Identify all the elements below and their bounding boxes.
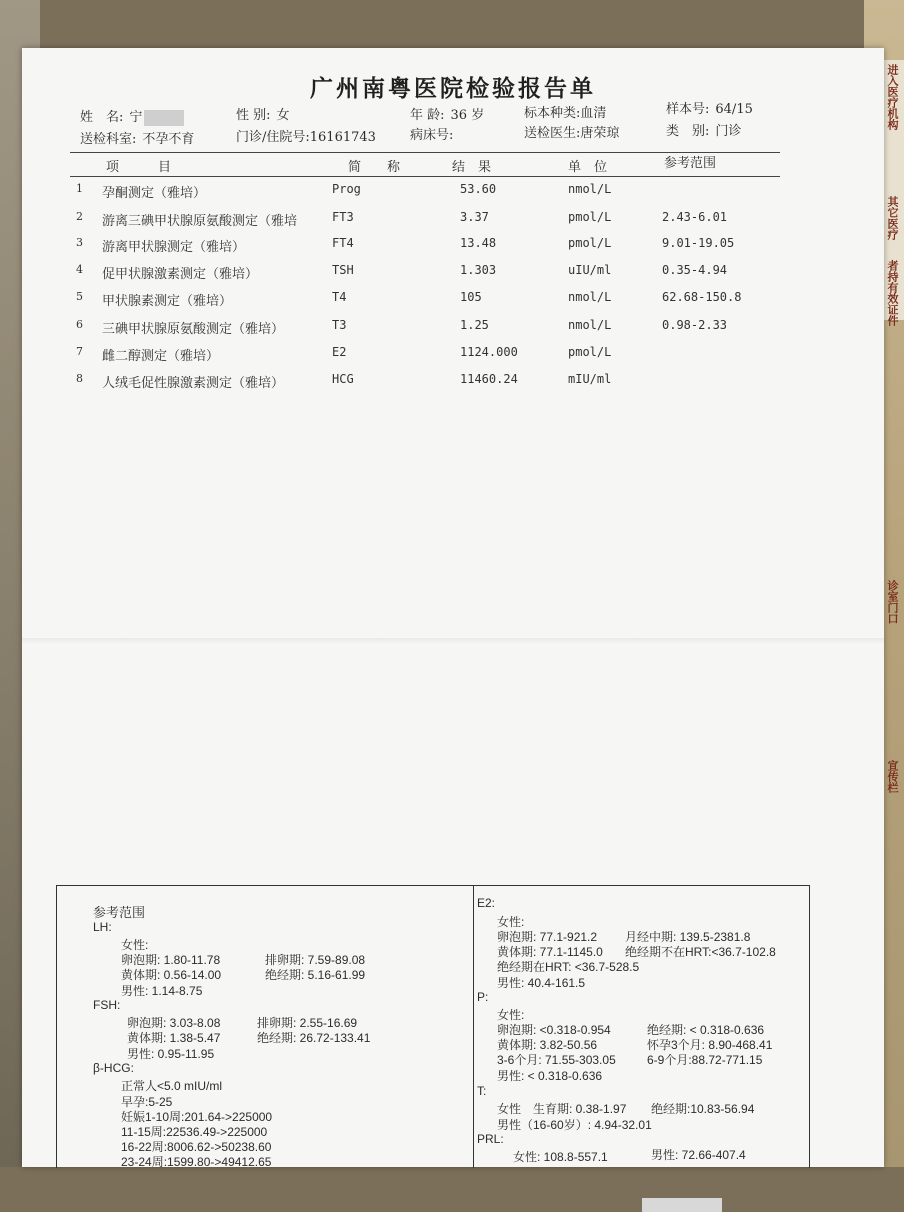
test-result: 1.303 (460, 263, 497, 277)
row-index: 7 (76, 345, 83, 358)
bhcg-heading: β-HCG: (93, 1061, 134, 1075)
sample-number: 样本号: 64/15 (666, 102, 753, 117)
test-reference-range: 2.43-6.01 (662, 210, 728, 224)
row-index: 4 (76, 263, 83, 276)
test-name: 人绒毛促性腺激素测定（雅培） (102, 376, 285, 391)
patient-number: 门诊/住院号:16161743 (236, 130, 376, 145)
side-text: 宣传栏 (886, 760, 899, 793)
lab-report-sheet (22, 48, 884, 1167)
t-male: 男性（16-60岁）: 4.94-32.01 (497, 1118, 652, 1132)
reference-title: 参考范围 (93, 906, 146, 921)
requesting-doctor: 送检医生:唐荣琼 (524, 126, 620, 141)
fsh-menopause: 绝经期: 26.72-133.41 (257, 1031, 371, 1045)
fsh-luteal: 黄体期: 1.38-5.47 (127, 1031, 221, 1045)
e2-female: 女性: (497, 915, 525, 929)
fsh-heading: FSH: (93, 998, 121, 1012)
e2-male: 男性: 40.4-161.5 (497, 976, 586, 990)
test-result: 1.25 (460, 318, 489, 332)
test-name: 促甲状腺激素测定（雅培） (102, 267, 259, 282)
test-unit: pmol/L (568, 236, 612, 250)
p-luteal: 黄体期: 3.82-50.56 (497, 1038, 598, 1052)
prl-female: 女性: 108.8-557.1 (513, 1150, 608, 1164)
p-female: 女性: (497, 1008, 525, 1022)
p-pregnancy-6-9m: 6-9个月:88.72-771.15 (647, 1053, 763, 1067)
test-abbreviation: HCG (332, 372, 354, 386)
test-unit: pmol/L (568, 210, 612, 224)
lh-male: 男性: 1.14-8.75 (121, 984, 203, 998)
test-name: 雌二醇测定（雅培） (102, 349, 220, 364)
department: 送检科室: 不孕不育 (80, 132, 195, 147)
row-index: 8 (76, 372, 83, 385)
test-result: 13.48 (460, 236, 497, 250)
test-name: 三碘甲状腺原氨酸测定（雅培） (102, 322, 285, 337)
row-index: 1 (76, 182, 83, 195)
test-unit: pmol/L (568, 345, 612, 359)
column-abbr: 简 称 (348, 160, 401, 175)
lh-ovulation: 排卵期: 7.59-89.08 (265, 953, 366, 967)
test-result: 11460.24 (460, 372, 518, 386)
test-result: 53.60 (460, 182, 497, 196)
test-unit: nmol/L (568, 290, 612, 304)
test-result: 105 (460, 290, 482, 304)
test-result: 1124.000 (460, 345, 518, 359)
test-name: 游离甲状腺测定（雅培） (102, 240, 246, 255)
p-menopause: 绝经期: < 0.318-0.636 (647, 1023, 765, 1037)
report-title: 广州南粤医院检验报告单 (310, 75, 596, 102)
specimen-type: 标本种类:血清 (524, 106, 607, 121)
bhcg-normal: 正常人<5.0 mIU/ml (121, 1079, 223, 1093)
table-row (70, 318, 790, 340)
fsh-male: 男性: 0.95-11.95 (127, 1047, 215, 1061)
lh-luteal: 黄体期: 0.56-14.00 (121, 968, 222, 982)
test-reference-range: 0.98-2.33 (662, 318, 728, 332)
bhcg-week-1-10: 妊娠1-10周:201.64->225000 (121, 1110, 273, 1124)
row-index: 5 (76, 290, 83, 303)
patient-sex: 性 别: 女 (236, 108, 290, 123)
lh-menopause: 绝经期: 5.16-61.99 (265, 968, 366, 982)
column-item: 项 目 (106, 160, 172, 175)
p-male: 男性: < 0.318-0.636 (497, 1069, 603, 1083)
prl-heading: PRL: (477, 1132, 504, 1146)
bhcg-week-23-24: 23-24周:1599.80->49412.65 (121, 1155, 272, 1169)
reference-ranges-box (56, 885, 810, 1168)
test-unit: nmol/L (568, 318, 612, 332)
bhcg-week-11-15: 11-15周:22536.49->225000 (121, 1125, 268, 1139)
patient-age: 年 龄: 36 岁 (410, 108, 485, 123)
row-index: 3 (76, 236, 83, 249)
lh-heading: LH: (93, 920, 112, 934)
test-reference-range: 9.01-19.05 (662, 236, 735, 250)
row-index: 2 (76, 210, 83, 223)
bhcg-early: 早孕:5-25 (121, 1095, 173, 1109)
bhcg-week-16-22: 16-22周:8006.62->50238.60 (121, 1140, 272, 1154)
test-abbreviation: Prog (332, 182, 361, 196)
paper-fold (22, 638, 884, 644)
table-row (70, 345, 790, 367)
p-pregnancy-3-6m: 3-6个月: 71.55-303.05 (497, 1053, 616, 1067)
test-abbreviation: T4 (332, 290, 347, 304)
redaction-mask (642, 1198, 722, 1212)
table-row (70, 372, 790, 394)
e2-menopause-no-hrt: 绝经期不在HRT:<36.7-102.8 (625, 945, 776, 959)
test-name: 孕酮测定（雅培） (102, 186, 207, 201)
lh-female: 女性: (121, 938, 149, 952)
fsh-ovulation: 排卵期: 2.55-16.69 (257, 1016, 358, 1030)
table-row (70, 182, 790, 204)
patient-name: 姓 名: 宁 (80, 106, 184, 126)
row-index: 6 (76, 318, 83, 331)
side-text: 者持有效证件 (886, 260, 899, 326)
side-text: 其它医疗 (886, 196, 899, 240)
test-abbreviation: FT4 (332, 236, 354, 250)
p-follicular: 卵泡期: <0.318-0.954 (497, 1023, 611, 1037)
test-reference-range: 0.35-4.94 (662, 263, 728, 277)
test-name: 游离三碘甲状腺原氨酸测定（雅培 (102, 214, 298, 229)
test-abbreviation: TSH (332, 263, 354, 277)
t-heading: T: (477, 1084, 487, 1098)
table-row (70, 263, 790, 285)
table-row (70, 290, 790, 312)
test-result: 3.37 (460, 210, 489, 224)
lh-follicular: 卵泡期: 1.80-11.78 (121, 953, 221, 967)
test-reference-range: 62.68-150.8 (662, 290, 742, 304)
test-unit: nmol/L (568, 182, 612, 196)
test-abbreviation: E2 (332, 345, 347, 359)
test-unit: mIU/ml (568, 372, 612, 386)
reference-divider (473, 886, 474, 1168)
test-unit: uIU/ml (568, 263, 612, 277)
test-abbreviation: T3 (332, 318, 347, 332)
column-unit: 单 位 (568, 160, 608, 175)
fsh-follicular: 卵泡期: 3.03-8.08 (127, 1016, 221, 1030)
t-female-fertile: 女性 生育期: 0.38-1.97 (497, 1102, 627, 1116)
p-heading: P: (477, 990, 489, 1004)
side-text: 进入医疗机构 (886, 64, 899, 130)
prl-male: 男性: 72.66-407.4 (651, 1148, 746, 1162)
side-text: 诊室门口 (886, 580, 899, 624)
p-pregnancy-3m: 怀孕3个月: 8.90-468.41 (647, 1038, 773, 1052)
e2-midcycle: 月经中期: 139.5-2381.8 (625, 930, 751, 944)
test-name: 甲状腺素测定（雅培） (102, 294, 233, 309)
bed-number: 病床号: (410, 128, 454, 143)
table-row (70, 236, 790, 258)
e2-heading: E2: (477, 896, 496, 910)
e2-menopause-hrt: 绝经期在HRT: <36.7-528.5 (497, 960, 640, 974)
header-rule-bottom (70, 176, 780, 177)
e2-luteal: 黄体期: 77.1-1145.0 (497, 945, 603, 959)
visit-category: 类 别: 门诊 (666, 124, 742, 139)
table-row (70, 210, 790, 232)
e2-follicular: 卵泡期: 77.1-921.2 (497, 930, 598, 944)
test-abbreviation: FT3 (332, 210, 354, 224)
redaction-mask (144, 110, 184, 126)
column-result: 结 果 (452, 160, 492, 175)
t-female-menopause: 绝经期:10.83-56.94 (651, 1102, 755, 1116)
column-ref: 参考范围 (664, 156, 717, 171)
